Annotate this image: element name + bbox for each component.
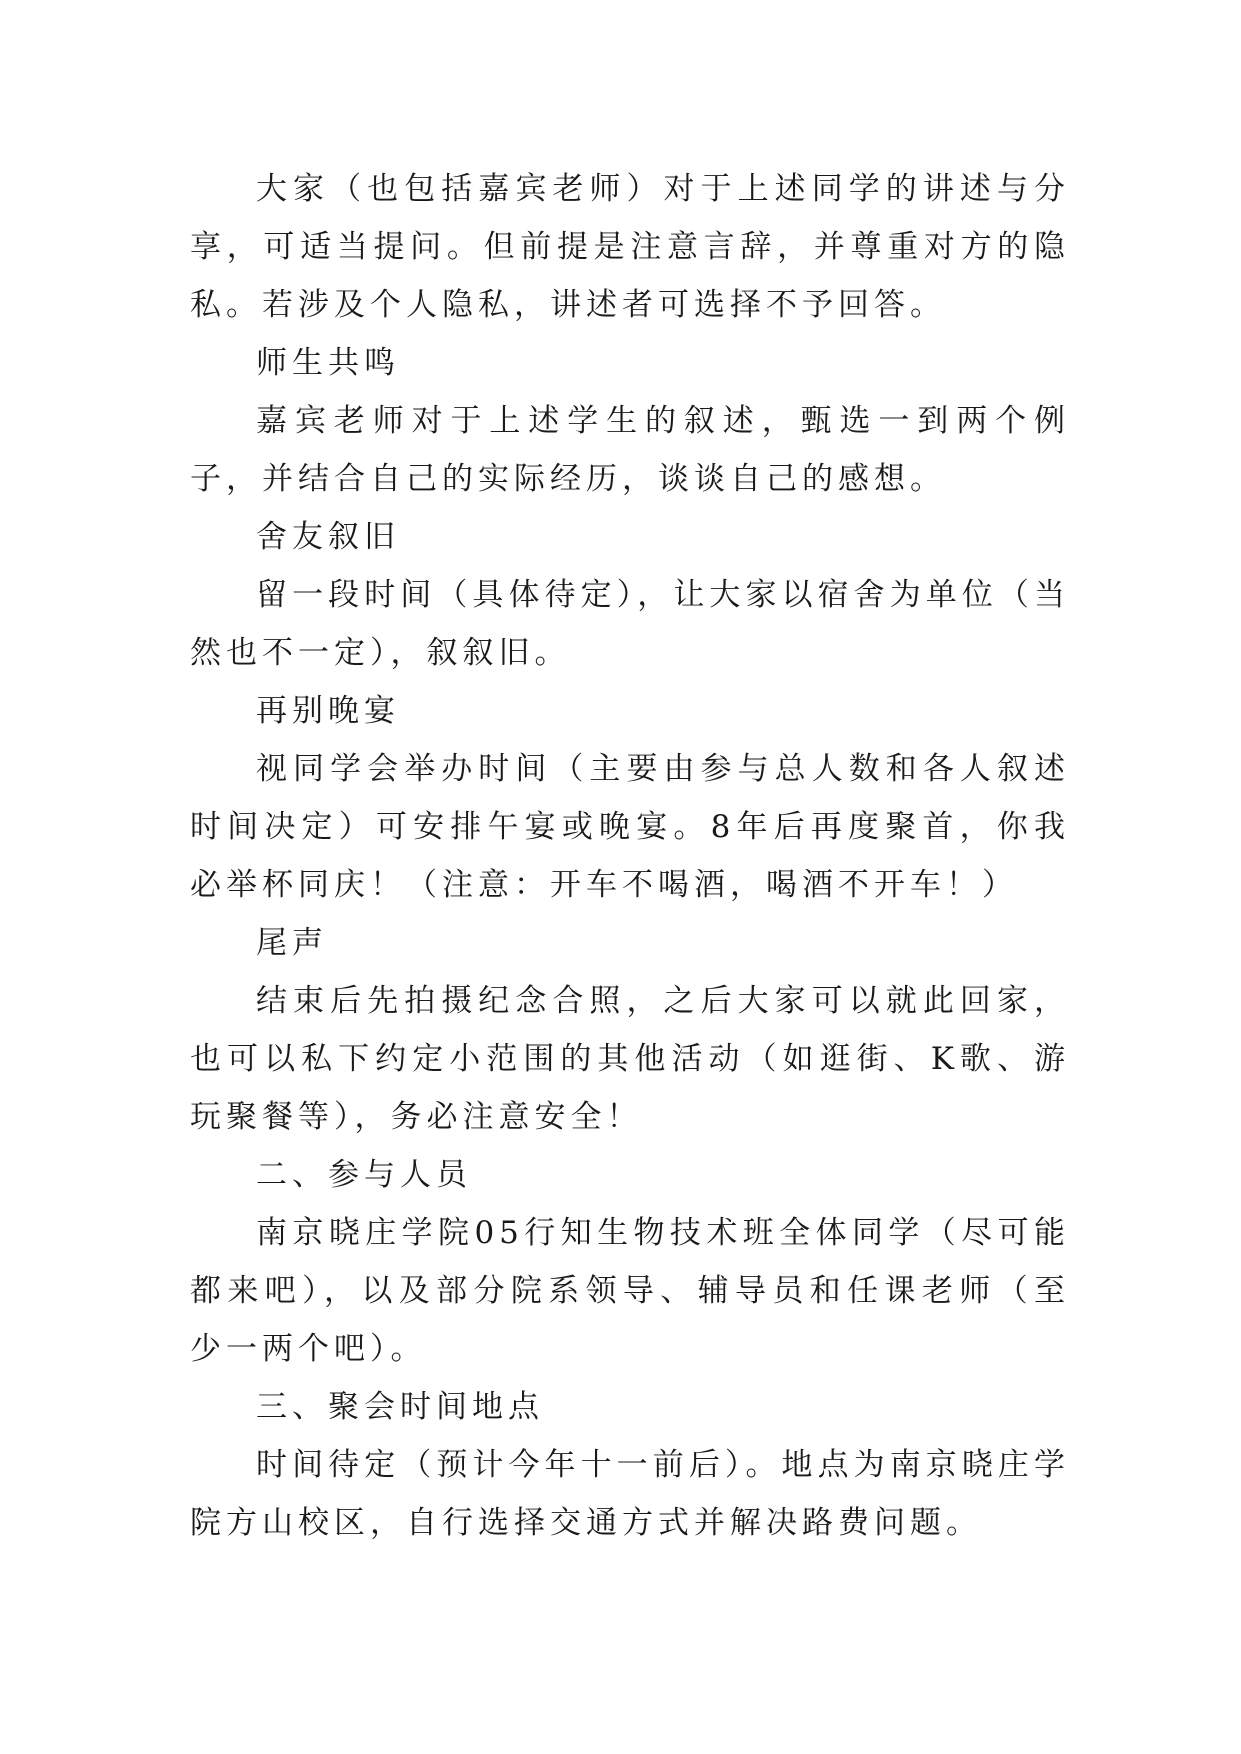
heading-teacher-resonance: 师生共鸣 [256, 345, 400, 381]
para-roommate-reunion: 留一段时间（具体待定），让大家以宿舍为单位（当然也不一定），叙叙旧。 [190, 577, 1070, 671]
para-teacher-resonance: 嘉宾老师对于上述学生的叙述，甄选一到两个例子，并结合自己的实际经历，谈谈自己的感想。 [190, 403, 1070, 497]
para-time-place: 时间待定（预计今年十一前后）。地点为南京晓庄学院方山校区，自行选择交通方式并解决路费问题。 [190, 1447, 1070, 1541]
heading-time-place: 三、聚会时间地点 [256, 1389, 544, 1425]
heading-roommate-reunion: 舍友叙旧 [256, 519, 400, 555]
heading-participants: 二、参与人员 [256, 1157, 472, 1193]
para-participants: 南京晓庄学院05行知生物技术班全体同学（尽可能都来吧），以及部分院系领导、辅导员和任课老师（至少一两个吧）。 [190, 1215, 1070, 1367]
para-qa-note: 大家（也包括嘉宾老师）对于上述同学的讲述与分享，可适当提问。但前提是注意言辞，并尊重对方的隐私。若涉及个人隐私，讲述者可选择不予回答。 [190, 171, 1070, 323]
document-body [190, 160, 1070, 1552]
para-ending: 结束后先拍摄纪念合照，之后大家可以就此回家，也可以私下约定小范围的其他活动（如逛街、K歌、游玩聚餐等），务必注意安全！ [190, 983, 1070, 1135]
heading-ending: 尾声 [256, 925, 328, 961]
para-farewell-banquet: 视同学会举办时间（主要由参与总人数和各人叙述时间决定）可安排午宴或晚宴。8年后再度聚首，你我必举杯同庆！（注意：开车不喝酒，喝酒不开车！） [190, 751, 1070, 903]
heading-farewell-banquet: 再别晚宴 [256, 693, 400, 729]
